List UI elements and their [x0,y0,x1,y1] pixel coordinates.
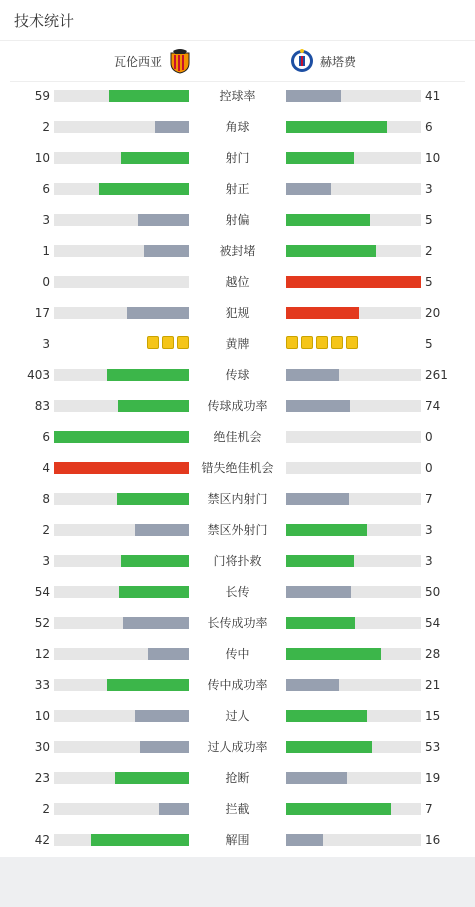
stat-row [0,268,475,299]
home-bar-fill [91,834,189,846]
stat-row [0,237,475,268]
home-bar-track [54,741,189,753]
away-bar-fill [286,586,351,598]
home-bar-fill [144,245,189,257]
stat-label: 传球成功率 [207,399,268,413]
home-value: 23 [34,771,50,785]
valencia-crest-icon [168,48,192,74]
home-value: 52 [34,616,50,630]
away-bar-track [286,369,421,381]
stat-label: 拦截 [225,802,250,816]
home-bar-fill [54,431,189,443]
stat-row [0,206,475,237]
home-team-name: 瓦伦西亚 [114,54,163,69]
home-bar-track [54,493,189,505]
stat-row [0,485,475,516]
home-bar-fill [127,307,189,319]
away-value: 5 [425,337,433,351]
away-bar-track [286,462,421,474]
away-value: 19 [425,771,441,785]
home-bar-fill [121,555,189,567]
away-bar-fill [286,679,339,691]
away-yellow-cards [286,336,358,350]
away-bar-track [286,214,421,226]
home-team[interactable] [114,48,192,74]
away-value: 20 [425,306,441,320]
away-bar-fill [286,555,354,567]
stat-label: 禁区内射门 [207,492,268,506]
home-bar-track [54,183,189,195]
stat-row [0,795,475,826]
away-bar-fill [286,617,355,629]
stat-label: 射门 [225,151,250,165]
stat-row [0,392,475,423]
home-value: 403 [27,368,50,382]
away-bar-track [286,183,421,195]
away-bar-fill [286,121,387,133]
home-bar-track [54,772,189,784]
home-bar-track [54,679,189,691]
home-bar-fill [117,493,189,505]
home-bar-track [54,121,189,133]
home-value: 3 [42,213,50,227]
stat-row [0,423,475,454]
away-value: 0 [425,461,433,475]
home-bar-track [54,152,189,164]
away-value: 3 [425,554,433,568]
away-bar-fill [286,183,331,195]
away-value: 3 [425,523,433,537]
home-bar-track [54,400,189,412]
home-value: 2 [42,802,50,816]
home-bar-track [54,524,189,536]
stat-label: 越位 [225,275,250,289]
yellow-card-icon [301,336,313,349]
stat-row [0,113,475,144]
home-bar-fill [155,121,189,133]
home-bar-track [54,431,189,443]
stat-row [0,299,475,330]
home-bar-fill [148,648,189,660]
home-bar-fill [138,214,189,226]
home-value: 3 [42,554,50,568]
home-bar-fill [115,772,189,784]
away-value: 6 [425,120,433,134]
stat-label: 犯规 [225,306,250,320]
away-bar-fill [286,524,367,536]
yellow-card-icon [331,336,343,349]
away-bar-track [286,710,421,722]
away-bar-track [286,741,421,753]
stat-row [0,764,475,795]
stat-label: 射偏 [225,213,250,227]
away-bar-track [286,152,421,164]
away-bar-track [286,121,421,133]
away-value: 10 [425,151,441,165]
away-bar-fill [286,276,421,288]
home-bar-track [54,462,189,474]
home-value: 0 [42,275,50,289]
away-bar-fill [286,772,347,784]
stat-label: 射正 [225,182,250,196]
stat-label: 长传成功率 [207,616,268,630]
away-team-name: 赫塔费 [320,54,357,69]
away-bar-track [286,679,421,691]
stat-row [0,733,475,764]
away-value: 28 [425,647,441,661]
away-bar-fill [286,90,341,102]
away-bar-fill [286,369,339,381]
away-value: 3 [425,182,433,196]
stat-label: 长传 [225,585,250,599]
home-bar-track [54,803,189,815]
stat-row [0,516,475,547]
home-bar-fill [109,90,189,102]
away-bar-track [286,648,421,660]
away-bar-track [286,307,421,319]
home-value: 10 [34,151,50,165]
away-value: 53 [425,740,441,754]
home-bar-fill [135,524,189,536]
yellow-card-icon [147,336,159,349]
home-value: 2 [42,523,50,537]
stat-row [0,826,475,857]
stat-row [0,609,475,640]
home-bar-track [54,245,189,257]
stats-list [0,82,475,857]
away-bar-track [286,617,421,629]
home-value: 12 [34,647,50,661]
away-bar-track [286,493,421,505]
away-value: 5 [425,275,433,289]
yellow-card-icon [177,336,189,349]
home-value: 1 [42,244,50,258]
stat-label: 过人成功率 [207,740,268,754]
stat-label: 门将扑救 [213,554,262,568]
away-value: 74 [425,399,441,413]
away-value: 16 [425,833,441,847]
stat-label: 绝佳机会 [213,430,262,444]
away-team[interactable] [290,48,356,74]
away-bar-fill [286,741,372,753]
away-bar-fill [286,214,370,226]
stat-label: 禁区外射门 [207,523,268,537]
away-bar-fill [286,307,359,319]
away-bar-track [286,772,421,784]
home-yellow-cards [147,336,189,350]
away-value: 261 [425,368,448,382]
home-bar-track [54,710,189,722]
away-bar-fill [286,834,323,846]
home-bar-track [54,648,189,660]
away-value: 41 [425,89,441,103]
away-bar-fill [286,493,349,505]
home-bar-fill [107,369,189,381]
yellow-card-icon [162,336,174,349]
home-bar-track [54,90,189,102]
away-bar-track [286,431,421,443]
home-bar-track [54,369,189,381]
stat-row [0,330,475,361]
away-bar-track [286,834,421,846]
home-value: 42 [34,833,50,847]
home-value: 59 [34,89,50,103]
home-bar-track [54,834,189,846]
stat-row [0,144,475,175]
away-value: 50 [425,585,441,599]
stat-label: 角球 [225,120,250,134]
away-value: 0 [425,430,433,444]
away-bar-track [286,586,421,598]
away-bar-track [286,276,421,288]
away-bar-track [286,90,421,102]
stat-label: 传中成功率 [207,678,268,692]
home-bar-fill [140,741,189,753]
home-value: 83 [34,399,50,413]
away-value: 7 [425,802,433,816]
stat-row [0,82,475,113]
home-value: 10 [34,709,50,723]
stat-label: 被封堵 [219,244,256,258]
stat-label: 解围 [225,833,250,847]
away-bar-track [286,245,421,257]
home-bar-track [54,276,189,288]
away-bar-fill [286,710,367,722]
away-value: 7 [425,492,433,506]
yellow-card-icon [346,336,358,349]
stat-row [0,640,475,671]
away-value: 54 [425,616,441,630]
stat-row [0,578,475,609]
home-bar-fill [121,152,189,164]
yellow-card-icon [286,336,298,349]
away-bar-track [286,803,421,815]
home-bar-track [54,555,189,567]
home-bar-fill [107,679,189,691]
away-bar-fill [286,400,350,412]
home-bar-track [54,307,189,319]
stat-row [0,175,475,206]
stat-row [0,702,475,733]
yellow-card-icon [316,336,328,349]
home-value: 6 [42,430,50,444]
away-bar-fill [286,803,391,815]
stat-row [0,454,475,485]
away-value: 2 [425,244,433,258]
home-value: 17 [34,306,50,320]
home-value: 30 [34,740,50,754]
stat-label: 黄牌 [225,337,250,351]
title-divider [0,40,475,41]
home-bar-track [54,586,189,598]
stat-row [0,547,475,578]
stat-label: 传中 [225,647,250,661]
stat-label: 错失绝佳机会 [201,461,274,475]
stat-label: 传球 [225,368,250,382]
home-value: 6 [42,182,50,196]
stat-row [0,671,475,702]
home-value: 8 [42,492,50,506]
getafe-crest-icon [290,48,314,74]
home-value: 54 [34,585,50,599]
away-bar-track [286,524,421,536]
home-value: 4 [42,461,50,475]
home-bar-fill [135,710,189,722]
home-value: 33 [34,678,50,692]
away-bar-fill [286,152,354,164]
home-bar-fill [123,617,189,629]
away-bar-track [286,555,421,567]
away-value: 5 [425,213,433,227]
stat-label: 控球率 [219,89,256,103]
away-bar-fill [286,648,381,660]
page-title: 技术统计 [14,12,75,30]
away-bar-track [286,400,421,412]
away-value: 15 [425,709,441,723]
stat-label: 抢断 [225,771,250,785]
stat-row [0,361,475,392]
home-bar-fill [54,462,189,474]
away-value: 21 [425,678,441,692]
home-bar-track [54,617,189,629]
stat-label: 过人 [225,709,250,723]
home-bar-fill [159,803,189,815]
home-bar-fill [118,400,189,412]
home-value: 3 [42,337,50,351]
away-bar-fill [286,245,376,257]
home-bar-fill [99,183,189,195]
home-value: 2 [42,120,50,134]
home-bar-track [54,214,189,226]
home-bar-fill [119,586,189,598]
